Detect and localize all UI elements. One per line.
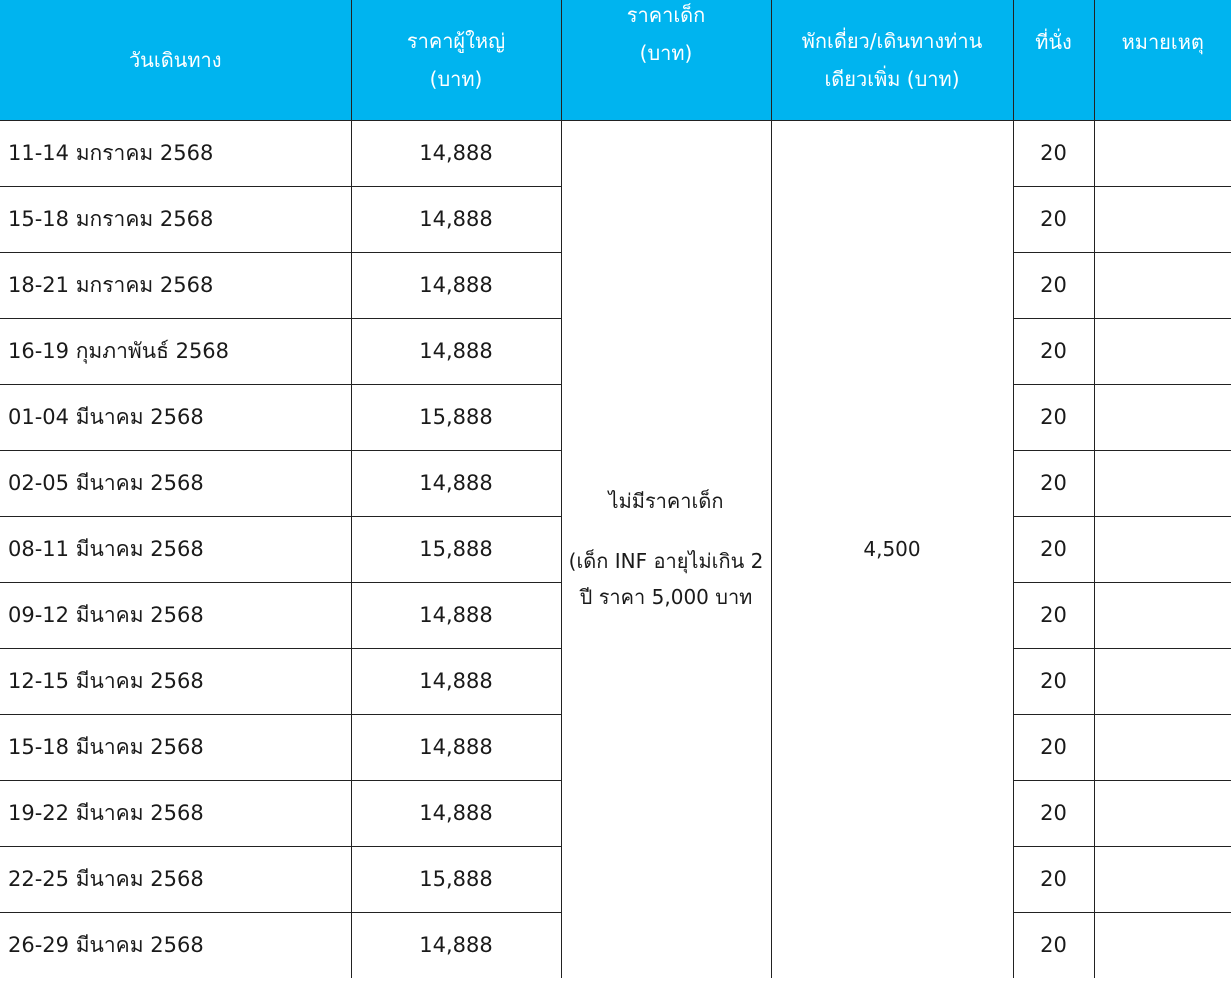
departure-date-cell: 12-15 มีนาคม 2568 bbox=[0, 648, 351, 714]
adult-price-cell: 14,888 bbox=[351, 120, 561, 186]
adult-price-cell: 15,888 bbox=[351, 516, 561, 582]
adult-price-cell: 14,888 bbox=[351, 318, 561, 384]
child-price-no-child-text: ไม่มีราคาเด็ก bbox=[608, 489, 724, 514]
header-adult-price-label: ราคาผู้ใหญ่ bbox=[406, 28, 506, 53]
note-cell bbox=[1094, 582, 1231, 648]
seats-cell: 20 bbox=[1013, 450, 1094, 516]
departure-date-cell: 22-25 มีนาคม 2568 bbox=[0, 846, 351, 912]
departure-date-cell: 26-29 มีนาคม 2568 bbox=[8, 932, 204, 957]
header-seats: ที่นั่ง bbox=[1013, 0, 1094, 120]
header-child-price-unit: (บาท) bbox=[639, 41, 693, 65]
note-cell bbox=[1094, 384, 1231, 450]
header-note: หมายเหตุ bbox=[1094, 0, 1231, 120]
seats-cell: 20 bbox=[1013, 120, 1094, 186]
note-cell bbox=[1094, 516, 1231, 582]
departure-date-cell: 15-18 มกราคม 2568 bbox=[0, 186, 351, 252]
adult-price-cell: 14,888 bbox=[351, 252, 561, 318]
adult-price-cell: 14,888 bbox=[351, 450, 561, 516]
seats-cell: 20 bbox=[1013, 318, 1094, 384]
adult-price-cell: 14,888 bbox=[351, 780, 561, 846]
departure-date-cell: 08-11 มีนาคม 2568 bbox=[0, 516, 351, 582]
header-single-supplement-line1: พักเดี่ยว/เดินทางท่าน bbox=[801, 28, 983, 53]
header-single-supplement-line2: เดียวเพิ่ม (บาท) bbox=[824, 66, 960, 91]
header-child-price bbox=[561, 0, 771, 120]
departure-date-cell: 01-04 มีนาคม 2568 bbox=[0, 384, 351, 450]
departure-date-cell: 02-05 มีนาคม 2568 bbox=[0, 450, 351, 516]
note-cell bbox=[1094, 252, 1231, 318]
adult-price-cell: 15,888 bbox=[351, 384, 561, 450]
seats-cell: 20 bbox=[1013, 912, 1094, 978]
note-cell bbox=[1094, 318, 1231, 384]
departure-date-cell: 19-22 มีนาคม 2568 bbox=[0, 780, 351, 846]
adult-price-cell: 15,888 bbox=[351, 846, 561, 912]
header-adult-price bbox=[351, 0, 561, 120]
seats-cell: 20 bbox=[1013, 252, 1094, 318]
departure-date-cell: 11-14 มกราคม 2568 bbox=[0, 120, 351, 186]
seats-cell: 20 bbox=[1013, 648, 1094, 714]
note-cell bbox=[1094, 912, 1231, 978]
note-cell bbox=[1094, 186, 1231, 252]
adult-price-cell: 14,888 bbox=[351, 582, 561, 648]
note-cell bbox=[1094, 714, 1231, 780]
table-body bbox=[0, 120, 1231, 978]
departure-date-cell: 18-21 มกราคม 2568 bbox=[0, 252, 351, 318]
header-child-price-label: ราคาเด็ก bbox=[626, 3, 706, 27]
table-header-row bbox=[0, 0, 1231, 120]
seats-cell: 20 bbox=[1013, 846, 1094, 912]
child-price-cell bbox=[561, 120, 771, 978]
header-adult-price-unit: (บาท) bbox=[429, 66, 483, 91]
note-cell bbox=[1094, 450, 1231, 516]
child-price-infant-text: (เด็ก INF อายุไม่เกิน 2 ปี ราคา 5,000 บาท bbox=[568, 549, 764, 610]
note-cell bbox=[1094, 120, 1231, 186]
adult-price-cell: 14,888 bbox=[351, 714, 561, 780]
departure-date-cell: 15-18 มีนาคม 2568 bbox=[0, 714, 351, 780]
adult-price-cell: 14,888 bbox=[351, 186, 561, 252]
header-single-supplement bbox=[771, 0, 1013, 120]
note-cell bbox=[1094, 846, 1231, 912]
departure-date-cell: 09-12 มีนาคม 2568 bbox=[0, 582, 351, 648]
single-supplement-cell: 4,500 bbox=[771, 120, 1013, 978]
departure-date-cell: 16-19 กุมภาพันธ์ 2568 bbox=[0, 318, 351, 384]
table-row bbox=[0, 120, 1231, 186]
adult-price-cell: 14,888 bbox=[351, 912, 561, 978]
seats-cell: 20 bbox=[1013, 516, 1094, 582]
note-cell bbox=[1094, 780, 1231, 846]
seats-cell: 20 bbox=[1013, 780, 1094, 846]
note-cell bbox=[1094, 648, 1231, 714]
seats-cell: 20 bbox=[1013, 384, 1094, 450]
seats-cell: 20 bbox=[1013, 714, 1094, 780]
header-departure-date: วันเดินทาง bbox=[0, 0, 351, 120]
adult-price-cell: 14,888 bbox=[351, 648, 561, 714]
seats-cell: 20 bbox=[1013, 582, 1094, 648]
seats-cell: 20 bbox=[1013, 186, 1094, 252]
